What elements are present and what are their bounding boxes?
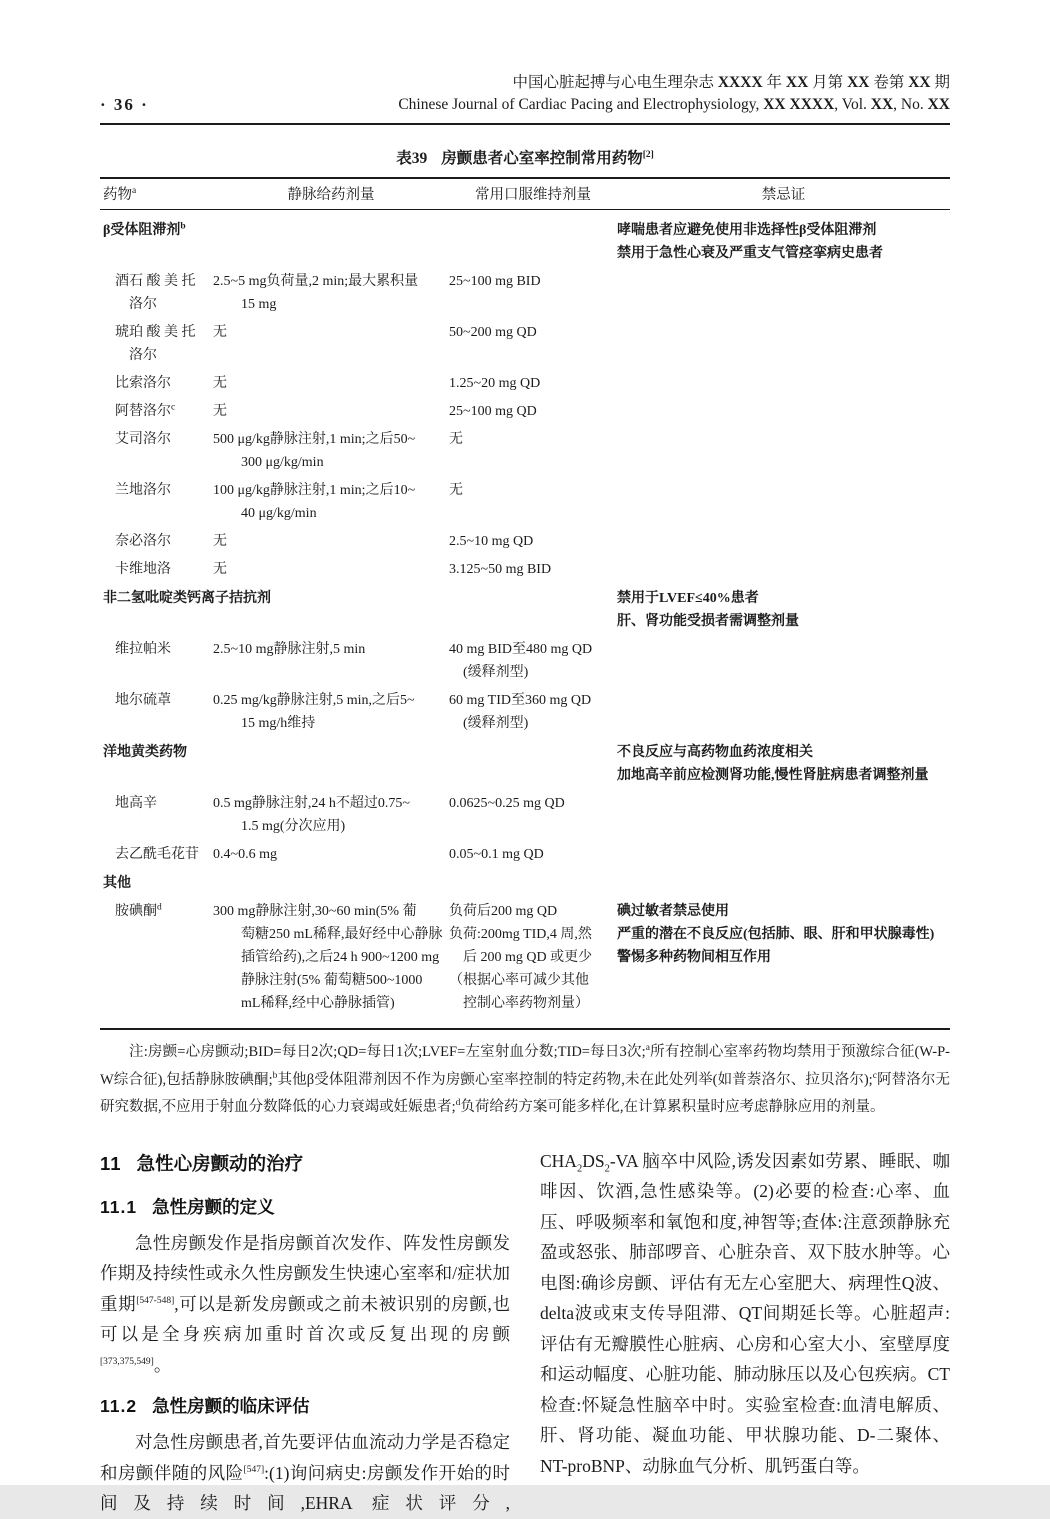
contraindication: 禁用于LVEF≤40%患者 肝、肾功能受损者需调整剂量 — [617, 591, 799, 629]
journal-title-en: Chinese Journal of Cardiac Pacing and Electrophysiology, XX XXXX, Vol. XX, No. XX — [398, 96, 950, 113]
drug-class-name: β受体阻滞剂$^b$ — [103, 221, 186, 238]
heading-text: 急性房颤的临床评估 — [152, 1396, 310, 1416]
table-caption-title: 房颤患者心室率控制常用药物 — [441, 150, 643, 167]
iv-dose: 2.5~5 mg负荷量,2 min;最大累积量 15 mg — [213, 274, 419, 312]
table-section-row — [100, 872, 950, 895]
table-drug-row — [100, 321, 950, 367]
contraindication — [617, 400, 950, 423]
oral-dose: 40 mg BID至480 mg QD (缓释剂型) — [449, 642, 593, 680]
oral-dose: 1.25~20 mg QD — [449, 376, 541, 391]
section-heading — [100, 1150, 510, 1176]
drug-name: 酒石 酸 美 托 洛尔 — [115, 274, 196, 312]
article-right-column — [540, 1146, 950, 1519]
contraindication — [617, 428, 950, 474]
drug-name: 胺碘酮$^d$ — [115, 902, 162, 919]
heading-text: 急性心房颤动的治疗 — [136, 1152, 304, 1174]
table-drug-row — [100, 530, 950, 553]
iv-dose: 2.5~10 mg静脉注射,5 min — [213, 642, 366, 657]
article-body — [100, 1146, 950, 1519]
contraindication — [617, 321, 950, 367]
contraindication — [617, 479, 950, 525]
contraindication — [617, 270, 950, 316]
contraindication: 哮喘患者应避免使用非选择性β受体阻滞剂 禁用于急性心衰及严重支气管痉挛病史患者 — [617, 223, 883, 261]
paragraph: 对急性房颤患者,首先要评估血流动力学是否稳定和房颤伴随的风险[547]:(1)询问病史:房颤发作开始的时间及持续时间,EHRA 症状评分, — [100, 1432, 510, 1513]
oral-dose: 25~100 mg BID — [449, 274, 541, 289]
oral-dose: 3.125~50 mg BID — [449, 562, 552, 577]
contraindication — [617, 558, 950, 581]
oral-dose: 负荷后200 mg QD 负荷:200mg TID,4 周,然 后 200 mg QD 或更少 （根据心率可减少其他 控制心率药物剂量） — [449, 904, 593, 1011]
paragraph: $CHA_2DS_2-VA$ 脑卒中风险,诱发因素如劳累、睡眠、咖啡因、饮酒,急性感染等。(2)必要的检查:心率、血压、呼吸频率和氧饱和度,神智等;查体:注意颈静脉充盈或怒张、肺部啰音、心脏杂音、双下肢水肿等。心电图:确诊房颤、评估有无左心室肥大、病理性Q波、delta波或束支传导阻滞、QT间期延长等。心脏超声:评估有无瓣膜性心脏病、心房和心室大小、室壁厚度和运动幅度、心脏功能、肺动脉压以及心包疾病。CT检查:怀疑急性脑卒中时。实验室检查:血清电解质、肝、肾功能、凝血功能、甲状腺功能、D-二聚体、NT-proBNP、动脉血气分析、肌钙蛋白等。 — [540, 1150, 950, 1476]
oral-dose: 无 — [449, 483, 463, 498]
oral-dose: 2.5~10 mg QD — [449, 534, 534, 549]
table-drug-row — [100, 638, 950, 684]
table-drug-row — [100, 372, 950, 395]
drug-name: 阿替洛尔$^c$ — [115, 402, 176, 419]
iv-dose: 无 — [213, 562, 227, 577]
table-drug-row — [100, 558, 950, 581]
oral-dose: 50~200 mg QD — [449, 325, 537, 340]
iv-dose: 500 μg/kg静脉注射,1 min;之后50~ 300 μg/kg/min — [213, 432, 416, 470]
page-number: · 36 · — [100, 95, 149, 114]
oral-dose: 0.05~0.1 mg QD — [449, 847, 544, 862]
table-drug-row — [100, 843, 950, 866]
iv-dose: 无 — [213, 404, 227, 419]
contraindication: 碘过敏者禁忌使用 严重的潜在不良反应(包括肺、眼、肝和甲状腺毒性) 警惕多种药物间相互作用 — [617, 904, 935, 965]
contraindication — [617, 792, 950, 838]
iv-dose: 100 μg/kg静脉注射,1 min;之后10~ 40 μg/kg/min — [213, 483, 416, 521]
iv-dose: 0.4~0.6 mg — [213, 847, 277, 862]
table-section-row — [100, 741, 950, 787]
iv-dose: 无 — [213, 325, 227, 340]
drug-name: 奈必洛尔 — [115, 534, 171, 549]
oral-dose: 0.0625~0.25 mg QD — [449, 796, 565, 811]
oral-dose: 60 mg TID至360 mg QD (缓释剂型) — [449, 693, 592, 731]
heading-number: 11.2 — [100, 1396, 138, 1416]
heading-number: 11.1 — [100, 1196, 138, 1217]
iv-dose: 0.5 mg静脉注射,24 h不超过0.75~ 1.5 mg(分次应用) — [213, 796, 410, 834]
column-header-oral-dose: 常用口服维持剂量 — [475, 187, 591, 203]
drug-class-name: 非二氢吡啶类钙离子拮抗剂 — [103, 591, 271, 606]
iv-dose: 无 — [213, 376, 227, 391]
drug-name: 卡维地洛 — [115, 562, 171, 577]
table-drug-row — [100, 400, 950, 423]
table-drug-row — [100, 689, 950, 735]
contraindication: 不良反应与高药物血药浓度相关 加地高辛前应检测肾功能,慢性肾脏病患者调整剂量 — [617, 745, 929, 783]
table-drug-row — [100, 900, 950, 1015]
column-header-drug: 药物$^a$ — [103, 186, 137, 203]
table-caption — [100, 146, 950, 168]
drug-name: 兰地洛尔 — [115, 483, 171, 498]
journal-titles — [398, 72, 950, 116]
contraindication — [617, 638, 950, 684]
table-section-row — [100, 219, 950, 265]
heading-number: 11 — [100, 1152, 122, 1174]
drug-name: 地高辛 — [115, 796, 157, 811]
contraindication — [617, 689, 950, 735]
iv-dose: 无 — [213, 534, 227, 549]
drug-name: 比索洛尔 — [115, 376, 171, 391]
table-note: 注:房颤=心房颤动;BID=每日2次;QD=每日1次;LVEF=左室射血分数;TID=每日3次;$^a$所有控制心室率药物均禁用于预激综合征(W-P-W综合征),包括静脉胺碘酮;$^b$其他β受体阻滞剂因不作为房颤心室率控制的特定药物,未在此处列举(如普萘洛尔、拉贝洛尔);$^c$阿替洛尔无研究数据,不应用于射血分数降低的心力衰竭或妊娠患者;$^d$负荷给药方案可能多样化,在计算累积量时应考虑静脉应用的剂量。 — [100, 1043, 951, 1115]
contraindication — [617, 530, 950, 553]
iv-dose: 0.25 mg/kg静脉注射,5 min,之后5~ 15 mg/h维持 — [213, 693, 415, 731]
table-caption-ref: [2] — [642, 149, 654, 160]
column-header-contraindication: 禁忌证 — [761, 187, 806, 203]
drug-class-name: 其他 — [103, 876, 131, 891]
drug-name: 去乙酰毛花苷 — [115, 847, 199, 862]
subsection-heading — [100, 1393, 510, 1418]
drug-class-name: 洋地黄类药物 — [103, 745, 187, 760]
contraindication — [617, 843, 950, 866]
table-section-row — [100, 587, 950, 633]
contraindication — [617, 872, 950, 895]
oral-dose: 无 — [449, 432, 463, 447]
drug-name: 维拉帕米 — [115, 642, 171, 657]
drug-name: 地尔硫䓬 — [115, 693, 171, 708]
subsection-heading — [100, 1194, 510, 1219]
table-header-row — [100, 179, 950, 210]
drug-name: 琥珀 酸 美 托 洛尔 — [115, 325, 196, 363]
table-drug-row — [100, 270, 950, 316]
table-drug-row — [100, 479, 950, 525]
journal-title-cn: 中国心脏起搏与心电生理杂志 XXXX 年 XX 月第 XX 卷第 XX 期 — [512, 74, 950, 91]
drug-table — [100, 177, 950, 1030]
table-body — [100, 210, 950, 1028]
running-head — [100, 72, 950, 125]
table-drug-row — [100, 792, 950, 838]
contraindication — [617, 372, 950, 395]
heading-text: 急性房颤的定义 — [152, 1196, 275, 1217]
iv-dose: 300 mg静脉注射,30~60 min(5% 葡 萄糖250 mL稀释,最好经中心静脉 插管给药),之后24 h 900~1200 mg 静脉注射(5% 葡萄糖500~1000 mL稀释,经中心静脉插管) — [213, 904, 443, 1011]
paragraph: 急性房颤发作是指房颤首次发作、阵发性房颤发作期及持续性或永久性房颤发生快速心室率和/症状加重期[547-548],可以是新发房颤或之前未被识别的房颤,也可以是全身疾病加重时首次或反复出现的房颤[373,375,549]。 — [100, 1232, 511, 1375]
column-header-iv-dose: 静脉给药剂量 — [287, 187, 375, 203]
article-left-column — [100, 1146, 510, 1519]
drug-name: 艾司洛尔 — [115, 432, 171, 447]
table-caption-label: 表39 — [396, 150, 428, 167]
oral-dose: 25~100 mg QD — [449, 404, 537, 419]
table-drug-row — [100, 428, 950, 474]
